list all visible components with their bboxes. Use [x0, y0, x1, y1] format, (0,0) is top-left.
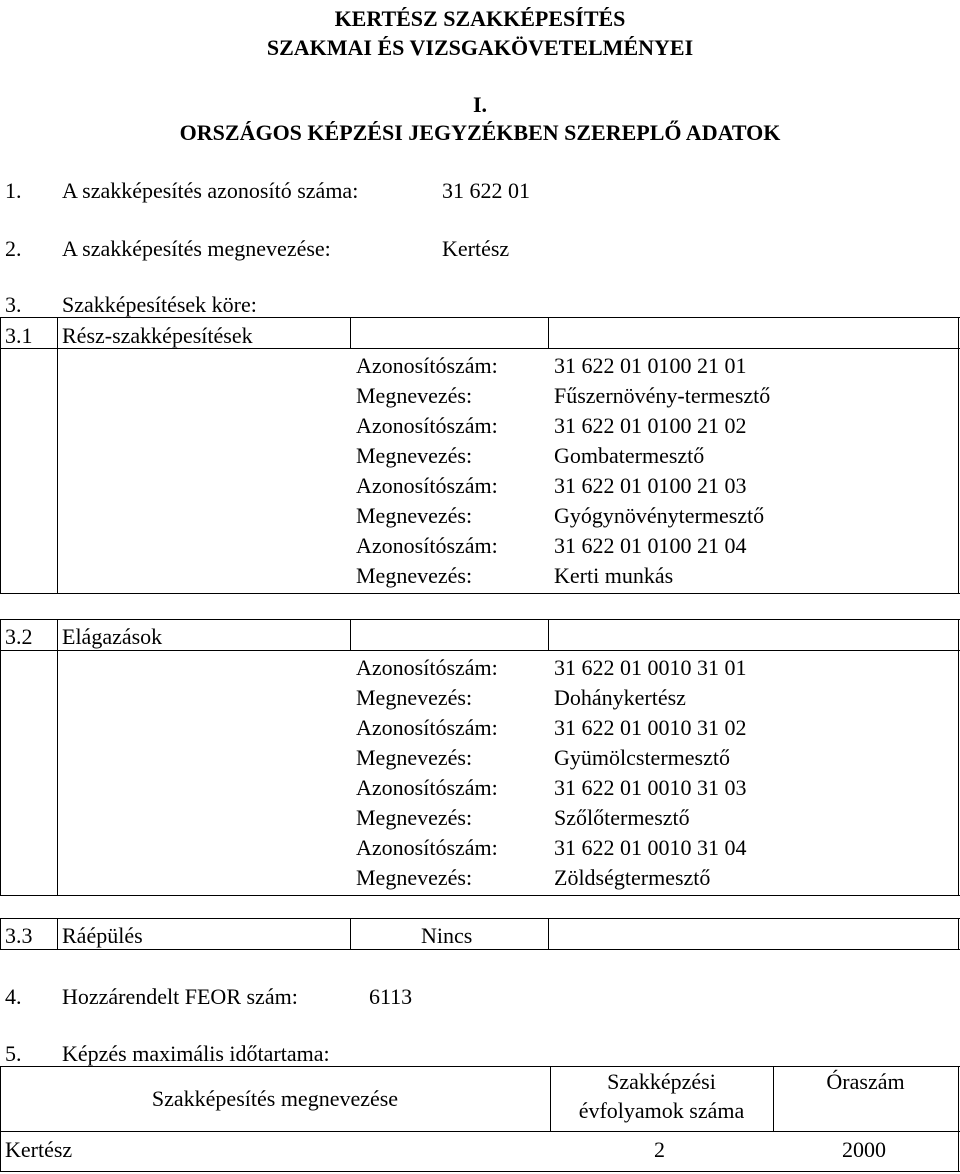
- br-row-value: Gyümölcstermesztő: [554, 745, 730, 770]
- branches-number: 3.2: [5, 624, 33, 649]
- doc-title-line2: SZAKMAI ÉS VIZSGAKÖVETELMÉNYEI: [266, 35, 694, 60]
- doc-title-line1: KERTÉSZ SZAKKÉPESÍTÉS: [334, 6, 626, 31]
- pq-row-key: Azonosítószám:: [356, 473, 498, 498]
- item1-value: 31 622 01: [442, 178, 530, 203]
- part-qualifications-number: 3.1: [5, 323, 33, 348]
- add-on-value: Nincs: [421, 923, 473, 948]
- pq-row-value: 31 622 01 0100 21 03: [554, 473, 747, 498]
- item4-label: Hozzárendelt FEOR szám:: [62, 984, 298, 1009]
- branches-label: Elágazások: [62, 624, 163, 649]
- pq-row-key: Megnevezés:: [356, 383, 473, 408]
- item5-number: 5.: [5, 1041, 22, 1066]
- add-on-label: Ráépülés: [62, 923, 143, 948]
- br-row-key: Azonosítószám:: [356, 655, 498, 680]
- item2-value: Kertész: [442, 236, 510, 261]
- pq-row-key: Megnevezés:: [356, 503, 473, 528]
- duration-header-years-line2: évfolyamok száma: [578, 1098, 745, 1123]
- duration-header-years-line1: Szakképzési: [607, 1069, 716, 1094]
- pq-row-key: Megnevezés:: [356, 443, 473, 468]
- duration-row-years: 2: [654, 1137, 665, 1162]
- item2-number: 2.: [5, 236, 22, 261]
- br-row-value: 31 622 01 0010 31 03: [554, 775, 747, 800]
- pq-row-value: 31 622 01 0100 21 04: [554, 533, 747, 558]
- br-row-key: Azonosítószám:: [356, 835, 498, 860]
- pq-row-value: 31 622 01 0100 21 02: [554, 413, 747, 438]
- item4-value: 6113: [369, 984, 413, 1009]
- br-row-value: 31 622 01 0010 31 02: [554, 715, 747, 740]
- add-on-number: 3.3: [5, 923, 33, 948]
- br-row-value: 31 622 01 0010 31 04: [554, 835, 747, 860]
- br-row-key: Megnevezés:: [356, 745, 473, 770]
- br-row-key: Megnevezés:: [356, 865, 473, 890]
- item5-label: Képzés maximális időtartama:: [62, 1041, 330, 1066]
- br-row-key: Megnevezés:: [356, 685, 473, 710]
- item4-number: 4.: [5, 984, 22, 1009]
- br-row-value: 31 622 01 0010 31 01: [554, 655, 747, 680]
- br-row-key: Azonosítószám:: [356, 775, 498, 800]
- section-title: ORSZÁGOS KÉPZÉSI JEGYZÉKBEN SZEREPLŐ ADATOK: [179, 120, 781, 145]
- pq-row-value: Kerti munkás: [554, 563, 674, 588]
- br-row-value: Zöldségtermesztő: [554, 865, 711, 890]
- item1-label: A szakképesítés azonosító száma:: [62, 178, 359, 203]
- item1-number: 1.: [5, 178, 22, 203]
- br-row-key: Megnevezés:: [356, 805, 473, 830]
- pq-row-value: 31 622 01 0100 21 01: [554, 353, 747, 378]
- br-row-value: Szőlőtermesztő: [554, 805, 690, 830]
- duration-row-name: Kertész: [5, 1137, 73, 1162]
- br-row-key: Azonosítószám:: [356, 715, 498, 740]
- item2-label: A szakképesítés megnevezése:: [62, 236, 331, 261]
- item3-label: Szakképesítések köre:: [62, 292, 257, 317]
- br-row-value: Dohánykertész: [554, 685, 686, 710]
- section-number: I.: [472, 92, 488, 117]
- pq-row-key: Azonosítószám:: [356, 533, 498, 558]
- pq-row-value: Gyógynövénytermesztő: [554, 503, 765, 528]
- item3-number: 3.: [5, 292, 22, 317]
- duration-header-hours: Óraszám: [826, 1069, 905, 1094]
- pq-row-value: Gombatermesztő: [554, 443, 705, 468]
- duration-header-name: Szakképesítés megnevezése: [151, 1086, 399, 1111]
- pq-row-key: Azonosítószám:: [356, 353, 498, 378]
- pq-row-key: Azonosítószám:: [356, 413, 498, 438]
- pq-row-key: Megnevezés:: [356, 563, 473, 588]
- duration-row-hours: 2000: [842, 1137, 886, 1162]
- part-qualifications-label: Rész-szakképesítések: [62, 323, 253, 348]
- pq-row-value: Fűszernövény-termesztő: [554, 383, 771, 408]
